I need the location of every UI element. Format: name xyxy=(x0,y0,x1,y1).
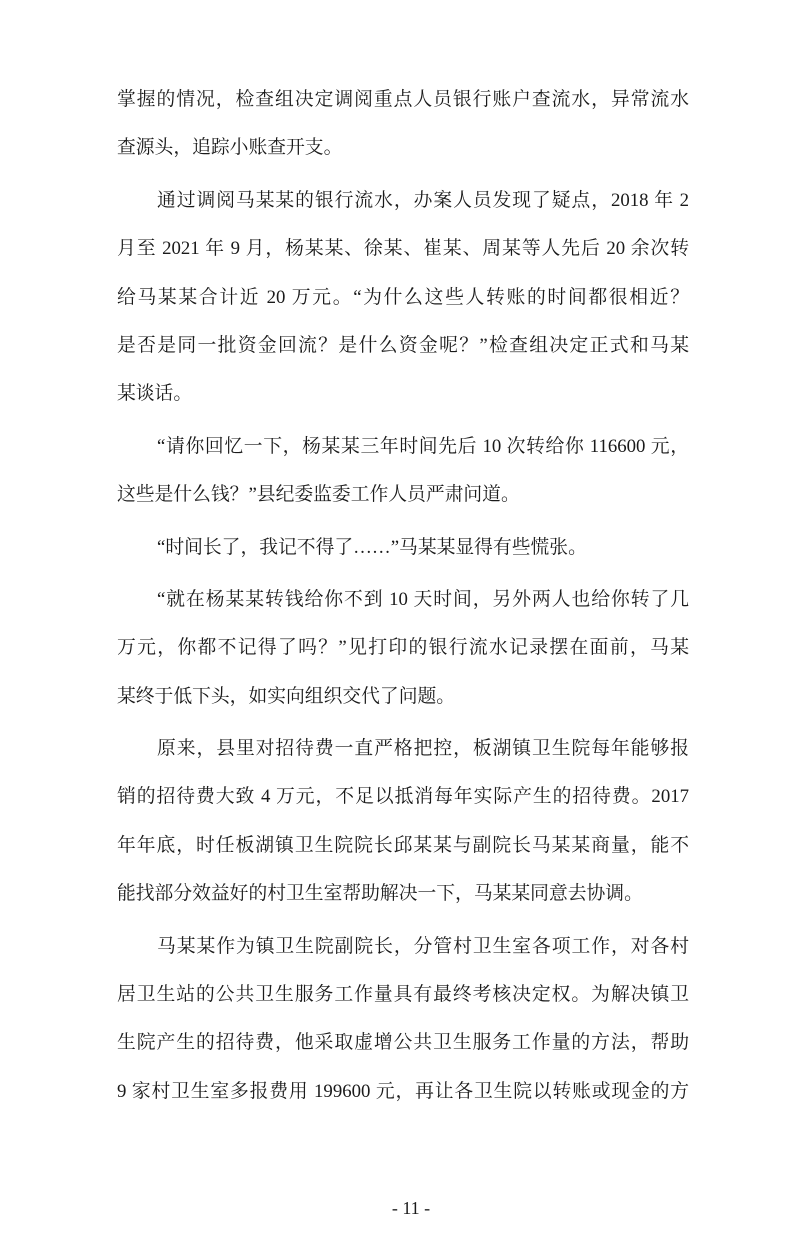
text-line: 原来，县里对招待费一直严格把控，板湖镇卫生院每年能够报 xyxy=(157,738,689,760)
text-line: 某终于低下头，如实向组织交代了问题。 xyxy=(117,685,456,707)
paragraph-3 xyxy=(117,423,689,520)
text-line: 年年底，时任板湖镇卫生院院长邱某某与副院长马某某商量，能不 xyxy=(117,834,689,856)
text-line: “请你回忆一下，杨某某三年时间先后 10 次转给你 116600 元， xyxy=(157,435,689,457)
paragraph-7 xyxy=(117,923,689,1117)
text-line: 掌握的情况，检查组决定调阅重点人员银行账户查流水，异常流水 xyxy=(117,89,689,110)
paragraph-6 xyxy=(117,725,689,919)
text-line: 马某某作为镇卫生院副院长，分管村卫生室各项工作，对各村 xyxy=(157,935,689,957)
paragraph-2 xyxy=(117,177,689,419)
text-line: 给马某某合计近 20 万元。“为什么这些人转账的时间都很相近？ xyxy=(117,286,689,308)
text-line: 某谈话。 xyxy=(117,383,193,405)
text-line: 这些是什么钱？”县纪委监委工作人员严肃问道。 xyxy=(117,484,520,506)
text-line: “时间长了，我记不得了……”马某某显得有些慌张。 xyxy=(157,536,587,558)
text-line: 万元，你都不记得了吗？”见打印的银行流水记录摆在面前，马某 xyxy=(117,637,689,659)
text-line: 是否是同一批资金回流？是什么资金呢？”检查组决定正式和马某 xyxy=(117,334,689,356)
text-line: 居卫生站的公共卫生服务工作量具有最终考核决定权。为解决镇卫 xyxy=(117,984,689,1006)
text-line: 能找部分效益好的村卫生室帮助解决一下，马某某同意去协调。 xyxy=(117,883,643,905)
text-line: “就在杨某某转钱给你不到 10 天时间，另外两人也给你转了几 xyxy=(157,588,689,610)
text-line: 月至 2021 年 9 月，杨某某、徐某、崔某、周某等人先后 20 余次转 xyxy=(117,238,689,260)
text-line: 通过调阅马某某的银行流水，办案人员发现了疑点，2018 年 2 xyxy=(157,189,689,211)
text-line: 销的招待费大致 4 万元，不足以抵消每年实际产生的招待费。2017 xyxy=(117,786,689,808)
paragraph-5 xyxy=(117,576,689,721)
document-body xyxy=(117,76,689,1120)
page-number: - 11 - xyxy=(391,1198,431,1218)
paragraph-4 xyxy=(117,524,689,572)
text-line: 9 家村卫生室多报费用 199600 元，再让各卫生院以转账或现金的方 xyxy=(117,1080,689,1102)
paragraph-1 xyxy=(117,76,689,173)
text-line: 生院产生的招待费，他采取虚增公共卫生服务工作量的方法，帮助 xyxy=(117,1032,689,1054)
text-line: 查源头，追踪小账查开支。 xyxy=(117,137,343,159)
